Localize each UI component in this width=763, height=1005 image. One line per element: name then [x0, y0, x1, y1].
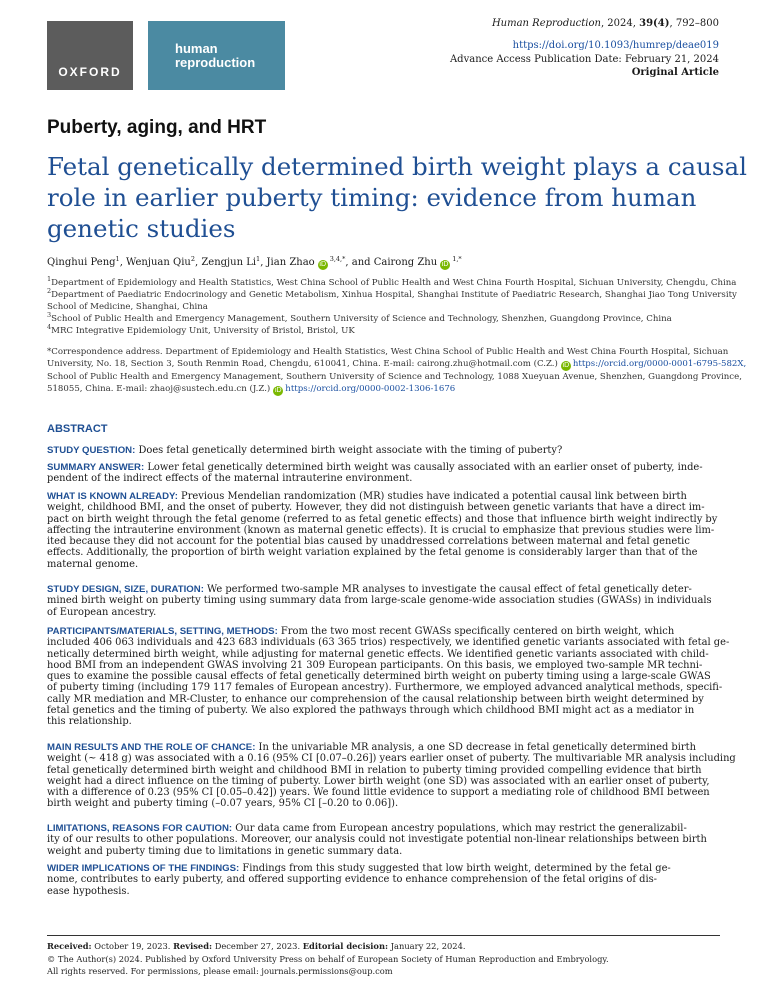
orcid-link[interactable]: https://orcid.org/0000-0001-6795-582X, [572, 359, 747, 369]
abstract-text: ity of our results to other populations. Moreover, our analysis could not investigate potential non-linear relationships between birth [47, 834, 707, 846]
abstract-section-label: WHAT IS KNOWN ALREADY: [47, 491, 178, 502]
volume-issue: 39(4) [639, 18, 670, 29]
abstract-text: of European ancestry. [47, 606, 157, 618]
affiliation-text: School of Public Health and Emergency Management, Southern University of Science and Technology, Shenzhen, Guangdong Province, China [51, 314, 672, 324]
revised-label: Revised: [173, 941, 213, 951]
abstract-text: weight and puberty timing due to limitations in genetic summary data. [47, 845, 403, 857]
abstract-line [47, 776, 722, 787]
journal-logo-line2: reproduction [175, 55, 256, 70]
journal-year: , 2024, [600, 18, 640, 29]
journal-citation [492, 18, 719, 30]
abstract-text: Previous Mendelian randomization (MR) studies have indicated a potential causal link between birth [177, 491, 687, 502]
author-name[interactable]: , and Cairong Zhu [345, 257, 438, 268]
affiliation [47, 311, 727, 326]
page-range: , 792–800 [669, 18, 719, 29]
abstract-line [47, 682, 722, 693]
abstract-text: affecting the intrauterine environment (known as maternal genetic effects). It is crucial to emphasize that previous studies were lim- [47, 524, 715, 536]
abstract-line [47, 462, 722, 473]
abstract-section-label: STUDY DESIGN, SIZE, DURATION: [47, 584, 204, 595]
abstract-section [47, 626, 730, 728]
abstract-line [47, 716, 722, 727]
journal-logo [148, 21, 285, 90]
revised-date: December 27, 2023. [212, 941, 303, 951]
abstract-section [47, 462, 722, 485]
abstract-line [47, 671, 722, 682]
journal-name: Human Reproduction [491, 18, 601, 29]
abstract-text: Does fetal genetically determined birth weight associate with the timing of puberty? [135, 445, 563, 456]
abstract-section [47, 491, 722, 570]
abstract-text: From the two most recent GWASs specifically centered on birth weight, which [277, 626, 675, 637]
abstract-line [47, 823, 722, 834]
abstract-section-label: WIDER IMPLICATIONS OF THE FINDINGS: [47, 863, 240, 874]
abstract-text: effects. Additionally, the proportion of birth weight variation explained by the fetal genome is considerably larger than that of the [47, 547, 698, 559]
journal-logo-line1: human [175, 41, 218, 56]
abstract-line [47, 502, 722, 513]
orcid-link[interactable]: https://orcid.org/0000-0002-1306-1676 [285, 384, 456, 394]
abstract-section [47, 863, 722, 897]
abstract-line [47, 649, 722, 660]
abstract-line [47, 753, 736, 765]
abstract-text: We performed two-sample MR analyses to investigate the causal effect of fetal genetically deter- [203, 584, 692, 595]
abstract-line [47, 607, 722, 618]
abstract-line [47, 637, 730, 649]
abstract-line [47, 742, 722, 753]
abstract-text: ques to examine the possible causal effects of fetal genetically determined birth weight on puberty timing using a large-scale GWAS [47, 671, 711, 683]
abstract-text: ease hypothesis. [47, 885, 130, 897]
affiliation-text: Department of Paediatric Endocrinology and Genetic Metabolism, Xinhua Hospital, Shanghai Institute of Paediatric Research, Shanghai Jiao Tong University [51, 290, 737, 300]
copyright-notice: © The Author(s) 2024. Published by Oxford University Press on behalf of European Society of Human Reproduction and Embryology. [47, 954, 609, 964]
abstract-text: with a difference of 0.23 (95% CI [0.05–0.42]) years. We found little evidence to support a mediating role of childhood BMI between [47, 787, 710, 799]
abstract-heading: ABSTRACT [47, 423, 108, 435]
abstract-section-label: LIMITATIONS, REASONS FOR CAUTION: [47, 823, 233, 834]
abstract-text: Lower fetal genetically determined birth weight was causally associated with an earlier onset of puberty, inde- [144, 462, 703, 473]
oxford-logo [47, 21, 133, 90]
article-type: Original Article [631, 67, 719, 78]
author-list: Qinghui Peng$^1$, Wenjuan Qiu$^2$, Zengjun Li$^1$, Jian Zhao $iD^{3,4,*}$, and Cairong Zhu $iD^{1,*}$ [47, 255, 462, 268]
abstract-text: Our data came from European ancestry populations, which may restrict the generalizabil- [232, 823, 687, 834]
abstract-line [47, 547, 722, 558]
affiliation-sup: 2 [47, 287, 52, 295]
footer-divider [47, 935, 720, 936]
abstract-section [47, 742, 736, 810]
abstract-line [47, 536, 722, 547]
decision-label: Editorial decision: [302, 941, 389, 951]
abstract-text: weight (~ 418 g) was associated with a 0.16 (95% CI [0.07–0.26]) years earlier onset of puberty. The multivariable MR analysis including [47, 753, 736, 765]
abstract-text: weight had a direct influence on the timing of puberty. Lower birth weight (one SD) was associated with an earlier onset of puberty, [47, 775, 710, 787]
abstract-text: cally MR mediation and MR-Cluster, to enhance our comprehension of the causal relationship between birth weight determined by [47, 693, 704, 705]
orcid-icon[interactable]: iD [562, 362, 570, 369]
abstract-line [47, 765, 722, 776]
abstract-text: fetal genetics and the timing of puberty. We also explored the pathways through which childhood BMI might act as a mediator in [47, 705, 695, 717]
abstract-text: weight, childhood BMI, and the onset of puberty. However, they did not distinguish between genetic variants that have a direct im- [47, 502, 705, 514]
affiliation [47, 275, 737, 290]
abstract-text: ited because they did not account for the potential bias caused by unaddressed correlations between maternal and fetal genetic [47, 536, 690, 548]
abstract-line [47, 584, 722, 595]
abstract-line [47, 445, 722, 456]
editorial-dates [47, 941, 465, 952]
abstract-line [47, 514, 722, 525]
abstract-text: pendent of the indirect effects of the maternal intrauterine environment. [47, 473, 413, 485]
received-date: October 19, 2023. [91, 941, 174, 951]
affiliation [47, 287, 737, 313]
section-heading: Puberty, aging, and HRT [47, 117, 267, 138]
abstract-line [47, 787, 722, 798]
abstract-line [47, 626, 722, 637]
abstract-text: nome, contributes to early puberty, and offered supporting evidence to enhance comprehension of the fetal origins of dis- [47, 874, 658, 886]
abstract-text: of puberty timing (including 179 117 females of European ancestry). Furthermore, we employed advanced analytical methods, specifi- [47, 682, 723, 694]
abstract-line [47, 559, 722, 570]
correspondence-address [47, 346, 747, 396]
abstract-text: maternal genome. [47, 558, 139, 570]
rights-notice: All rights reserved. For permissions, please email: journals.permissions@oup.com [47, 966, 393, 976]
affiliation [47, 323, 727, 338]
abstract-section [47, 584, 722, 618]
article-title [47, 151, 747, 244]
correspondence-line: *Correspondence address. Department of Epidemiology and Health Statistics, West China School of Public Health and West China Fourth Hospital, Sichuan [47, 347, 729, 357]
orcid-icon[interactable]: iD [441, 261, 449, 268]
abstract-section-label: PARTICIPANTS/MATERIALS, SETTING, METHODS: [47, 626, 278, 637]
abstract-line [47, 846, 722, 857]
doi-link[interactable]: https://doi.org/10.1093/humrep/deae019 [512, 40, 719, 51]
affiliation-sup: 3 [47, 311, 52, 319]
advance-access-date: Advance Access Publication Date: February 21, 2024 [449, 54, 719, 65]
orcid-icon[interactable]: iD [274, 387, 282, 394]
abstract-line [47, 491, 722, 502]
abstract-line [47, 694, 722, 705]
author-name[interactable]: Jian Zhao [266, 257, 315, 268]
abstract-line [47, 798, 722, 809]
abstract-line [47, 863, 722, 874]
abstract-text: included 406 063 individuals and 423 683 individuals (63 365 trios) respectively, we identified genetic variants associated with fetal ge- [47, 637, 730, 649]
abstract-text: Findings from this study suggested that low birth weight, determined by the fetal ge- [239, 863, 671, 874]
affiliation-text: School of Medicine, Shanghai, China [47, 301, 208, 312]
orcid-icon[interactable]: iD [319, 261, 327, 268]
abstract-line [47, 525, 722, 536]
abstract-line [47, 886, 722, 897]
abstract-text: netically determined birth weight, while adjusting for maternal genetic effects. We identified genetic variants associated with child- [47, 648, 709, 660]
abstract-text: birth weight and puberty timing (–0.07 years, 95% CI [–0.20 to 0.06]). [47, 798, 399, 810]
author-name[interactable]: Wenjuan Qiu [126, 257, 191, 268]
abstract-section [47, 445, 722, 456]
author-name[interactable]: Zengjun Li [201, 257, 257, 268]
affiliation-sup: 4 [47, 323, 52, 331]
oxford-logo-text: OXFORD [58, 65, 122, 79]
abstract-section-label: SUMMARY ANSWER: [47, 462, 145, 473]
author-affil-sup: 1 [256, 255, 261, 263]
abstract-section [47, 823, 722, 857]
title-line: role in earlier puberty timing: evidence from human [47, 183, 697, 212]
author-affil-sup: 1 [115, 255, 120, 263]
correspondence-line: School of Public Health and Emergency Management, Southern University of Science and Technology, 1088 Xueyuan Avenue, Shenzhen, Guangdong Province, [47, 372, 742, 382]
correspondence-line: 518055, China. E-mail: zhaoj@sustech.edu.cn (J.Z.) [47, 384, 271, 394]
affiliation-text: MRC Integrative Epidemiology Unit, University of Bristol, Bristol, UK [51, 326, 355, 336]
abstract-line [47, 874, 722, 885]
affiliation-text: Department of Epidemiology and Health Statistics, West China School of Public Health and West China Fourth Hospital, Sichuan University, Chengdu, China [51, 278, 737, 288]
received-label: Received: [47, 941, 92, 951]
abstract-line [47, 705, 722, 716]
decision-date: January 22, 2024. [388, 941, 466, 951]
abstract-line [47, 595, 722, 606]
abstract-line [47, 834, 722, 845]
title-line: genetic studies [47, 214, 236, 243]
abstract-text: In the univariable MR analysis, a one SD decrease in fetal genetically determined birth [255, 742, 696, 753]
author-name[interactable]: Qinghui Peng [47, 257, 116, 268]
author-affil-sup: 3,4,* [329, 255, 346, 263]
abstract-line [47, 660, 722, 671]
title-line: Fetal genetically determined birth weight plays a causal [47, 152, 747, 181]
abstract-line [47, 473, 722, 484]
abstract-text: mined birth weight on puberty timing using summary data from large-scale genome-wide association studies (GWASs) in individuals [47, 595, 712, 607]
abstract-text: hood BMI from an independent GWAS involving 21 309 European participants. On this basis, we employed two-sample MR techni- [47, 659, 703, 671]
abstract-section-label: STUDY QUESTION: [47, 445, 136, 456]
abstract-text: this relationship. [47, 716, 132, 728]
abstract-section-label: MAIN RESULTS AND THE ROLE OF CHANCE: [47, 742, 256, 753]
correspondence-line: University, No. 18, Section 3, South Renmin Road, Chengdu, 610041, China. E-mail: cairong.zhu@hotmail.com (C.Z.) [47, 359, 558, 369]
author-affil-sup: 2 [190, 255, 195, 263]
affiliation-sup: 1 [47, 275, 52, 283]
abstract-text: pact on birth weight through the fetal genome (referred to as fetal genetic effects) and those that influence birth weight indirectly by [47, 513, 718, 525]
author-affil-sup: 1,* [452, 255, 462, 263]
abstract-text: fetal genetically determined birth weight and childhood BMI in relation to puberty timing provided compelling evidence that birth [47, 764, 702, 776]
